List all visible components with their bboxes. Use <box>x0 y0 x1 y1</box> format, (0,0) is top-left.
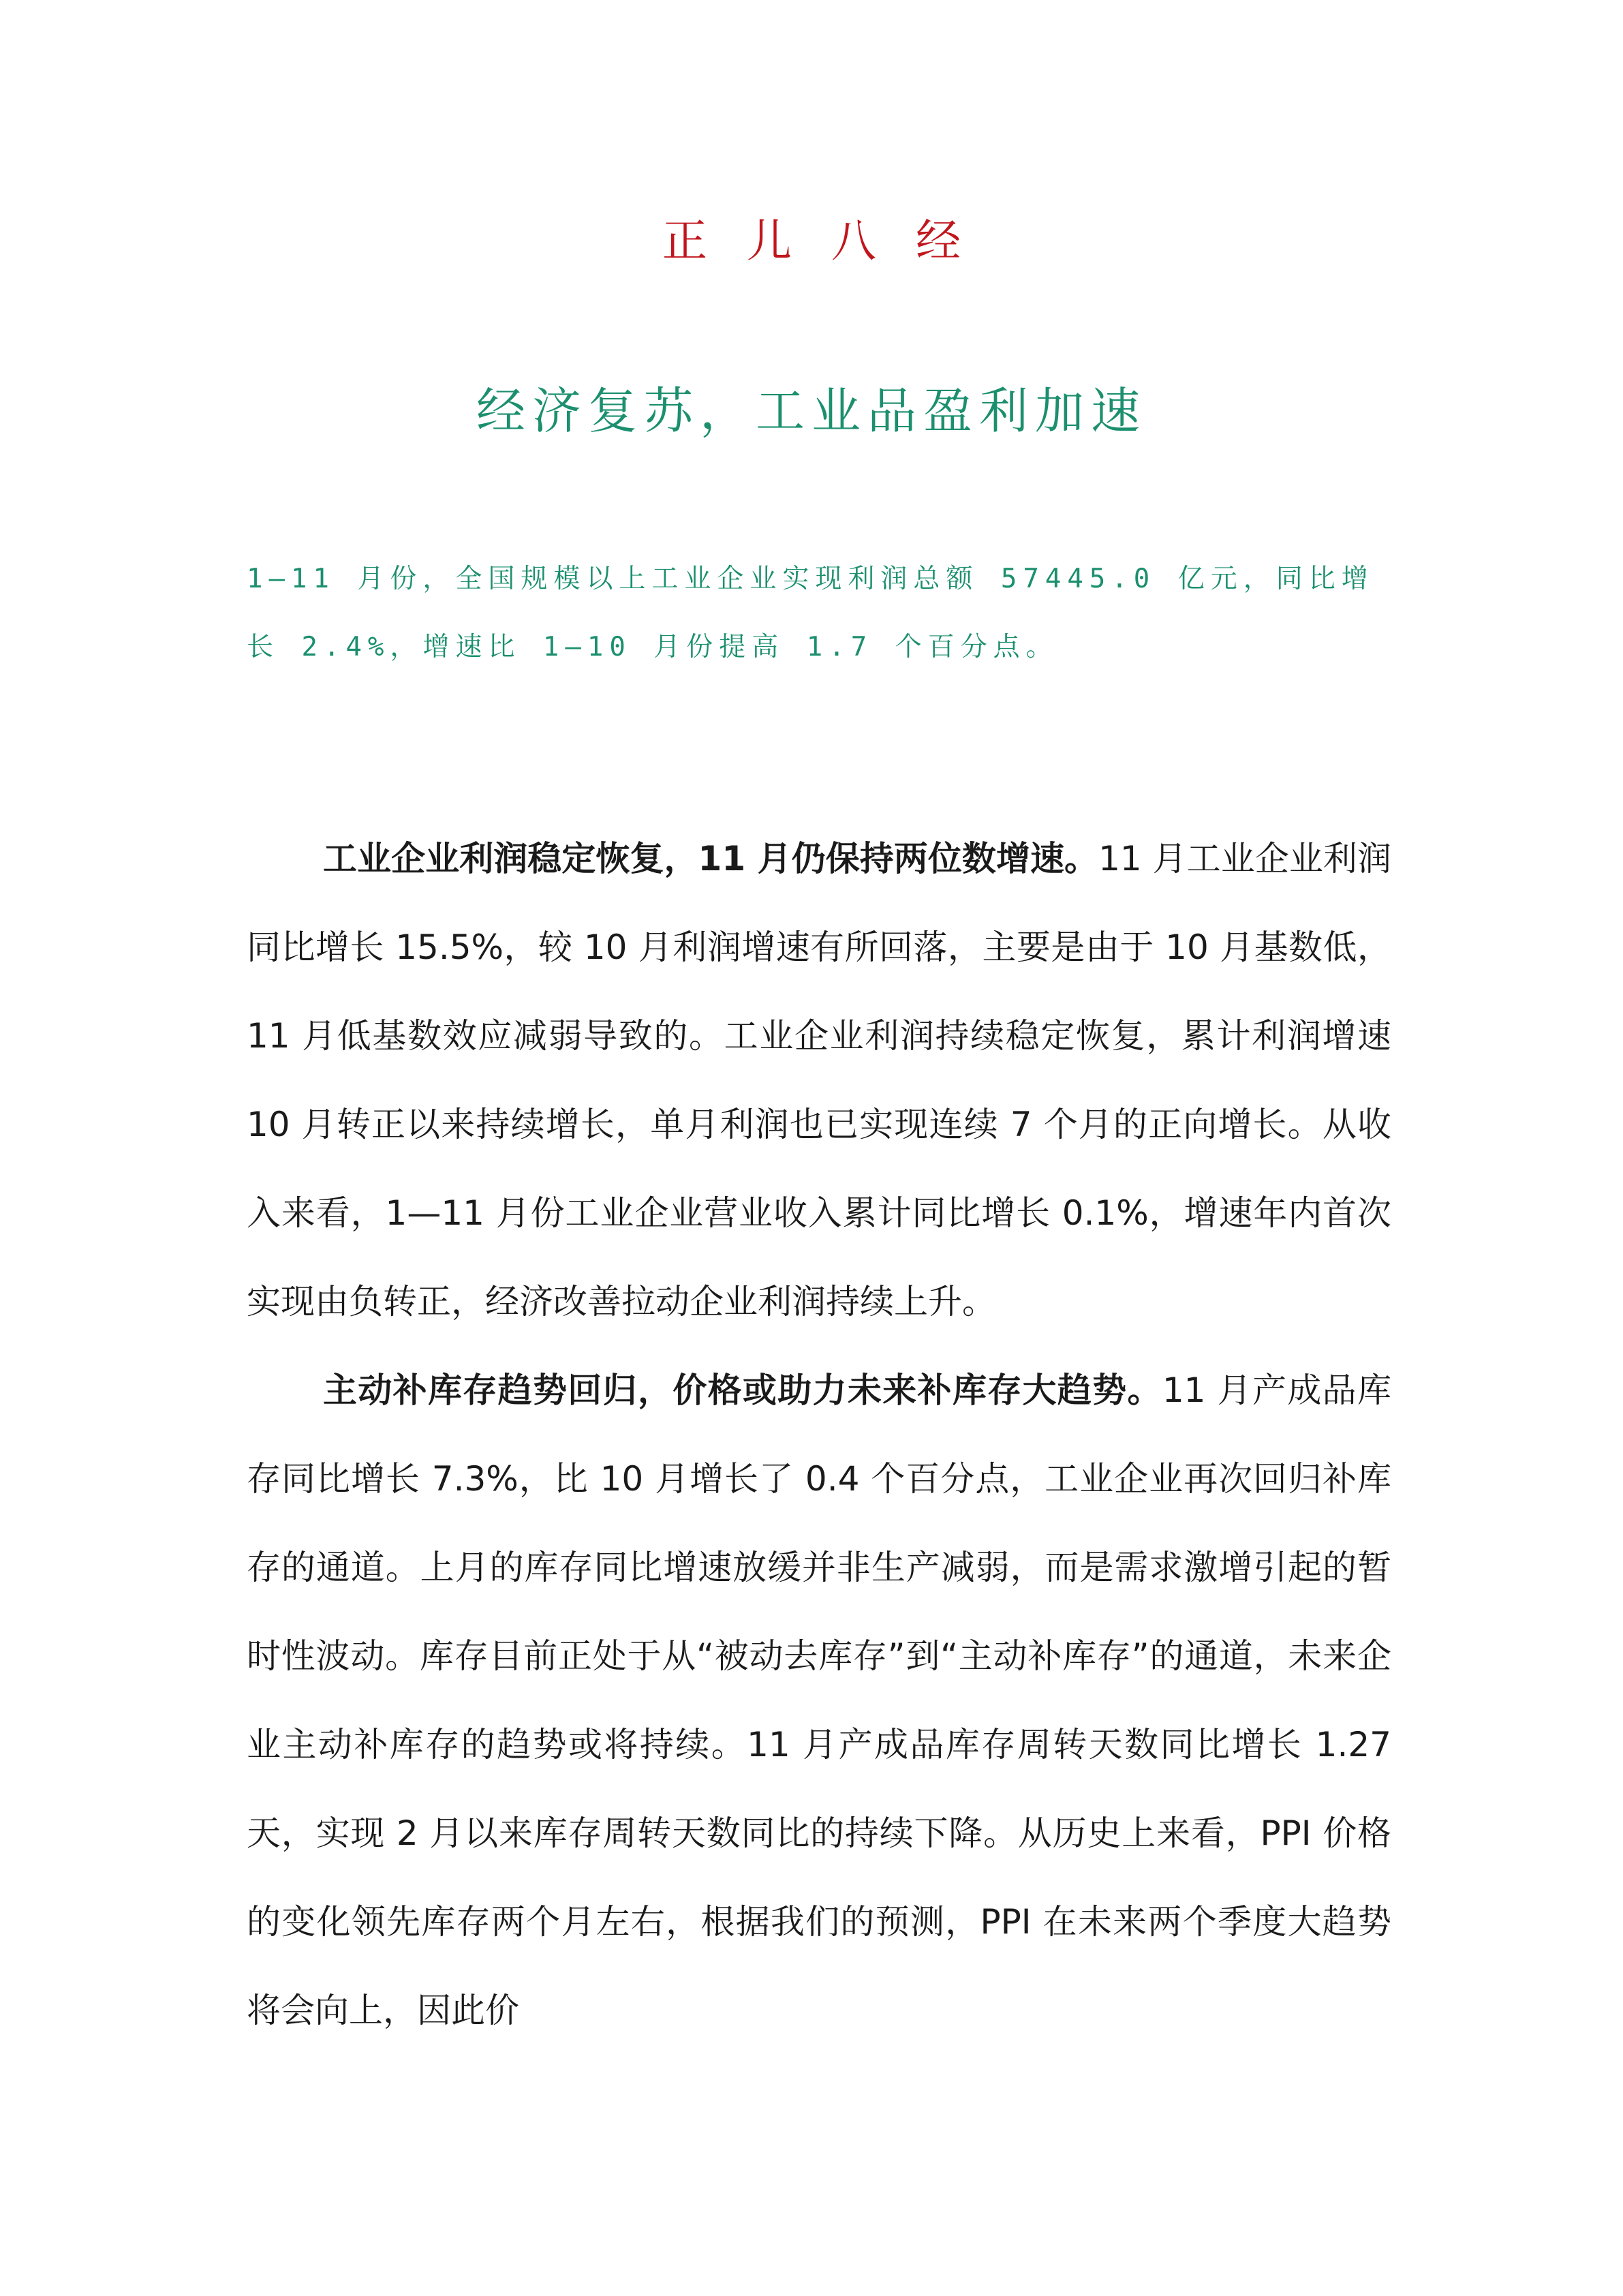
article-body <box>247 814 1391 2055</box>
paragraph-lead: 工业企业利润稳定恢复，11 月仍保持两位数增速。 <box>323 839 1099 878</box>
paragraph-inventory <box>247 1346 1391 2055</box>
article-headline: 经济复苏，工业品盈利加速 <box>476 382 1147 440</box>
brand-title: 正儿八经 <box>662 215 1000 267</box>
paragraph-text: 11 月产成品库存同比增长 7.3%，比 10 月增长了 0.4 个百分点，工业企业再次回归补库存的通道。上月的库存同比增速放缓并非生产减弱，而是需求激增引起的暂时性波动。库存目前正处于从“被动去库存”到“主动补库存”的通道，未来企业主动补库存的趋势或将持续。11 月产成品库存周转天数同比增长 1.27 天，实现 2 月以来库存周转天数同比的持续下降。从历史上来看，PPI 价格的变化领先库存两个月左右，根据我们的预测，PPI 在未来两个季度大趋势将会向上，因此价 <box>247 1371 1391 2030</box>
paragraph-lead: 主动补库存趋势回归，价格或助力未来补库存大趋势。 <box>323 1371 1162 1410</box>
paragraph-text: 11 月工业企业利润同比增长 15.5%，较 10 月利润增速有所回落，主要是由于 10 月基数低，11 月低基数效应减弱导致的。工业企业利润持续稳定恢复，累计利润增速 10 月转正以来持续增长，单月利润也已实现连续 7 个月的正向增长。从收入来看，1—11 月份工业企业营业收入累计同比增长 0.1%，增速年内首次实现由负转正，经济改善拉动企业利润持续上升。 <box>247 839 1391 1321</box>
paragraph-profit <box>247 814 1391 1346</box>
summary-text: 1—11 月份，全国规模以上工业企业实现利润总额 57445.0 亿元，同比增长 2.4%，增速比 1—10 月份提高 1.7 个百分点。 <box>247 564 1374 662</box>
